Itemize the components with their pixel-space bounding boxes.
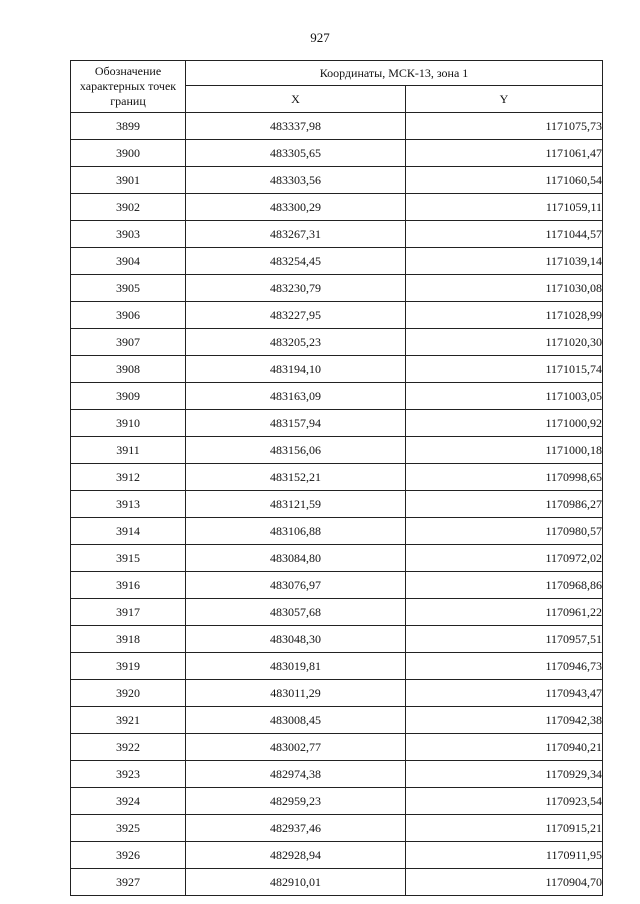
table-row xyxy=(71,734,603,761)
x-cell: 483205,23 xyxy=(186,329,406,356)
y-cell: 1171075,73 xyxy=(406,113,603,140)
point-cell: 3904 xyxy=(71,248,186,275)
y-cell: 1171039,14 xyxy=(406,248,603,275)
table-row xyxy=(71,383,603,410)
point-cell: 3910 xyxy=(71,410,186,437)
y-cell: 1170942,38 xyxy=(406,707,603,734)
table-row xyxy=(71,356,603,383)
y-cell: 1170957,51 xyxy=(406,626,603,653)
point-cell: 3914 xyxy=(71,518,186,545)
x-cell: 483008,45 xyxy=(186,707,406,734)
point-cell: 3921 xyxy=(71,707,186,734)
table-row xyxy=(71,329,603,356)
x-cell: 482974,38 xyxy=(186,761,406,788)
point-cell: 3926 xyxy=(71,842,186,869)
point-cell: 3905 xyxy=(71,275,186,302)
x-cell: 483157,94 xyxy=(186,410,406,437)
point-cell: 3923 xyxy=(71,761,186,788)
y-cell: 1170904,70 xyxy=(406,869,603,896)
x-cell: 483300,29 xyxy=(186,194,406,221)
y-cell: 1170986,27 xyxy=(406,491,603,518)
y-cell: 1171061,47 xyxy=(406,140,603,167)
y-cell: 1170929,34 xyxy=(406,761,603,788)
y-cell: 1170940,21 xyxy=(406,734,603,761)
point-cell: 3911 xyxy=(71,437,186,464)
x-cell: 483084,80 xyxy=(186,545,406,572)
x-cell: 483163,09 xyxy=(186,383,406,410)
y-cell: 1171020,30 xyxy=(406,329,603,356)
point-cell: 3912 xyxy=(71,464,186,491)
table-body xyxy=(71,113,603,896)
x-cell: 483254,45 xyxy=(186,248,406,275)
table-row xyxy=(71,815,603,842)
point-cell: 3899 xyxy=(71,113,186,140)
table-row xyxy=(71,140,603,167)
point-cell: 3913 xyxy=(71,491,186,518)
x-cell: 483267,31 xyxy=(186,221,406,248)
page-number: 927 xyxy=(310,30,330,45)
y-cell: 1170980,57 xyxy=(406,518,603,545)
x-cell: 483152,21 xyxy=(186,464,406,491)
point-cell: 3918 xyxy=(71,626,186,653)
table-row xyxy=(71,707,603,734)
table-row xyxy=(71,761,603,788)
table-row xyxy=(71,599,603,626)
point-cell: 3915 xyxy=(71,545,186,572)
header-x: X xyxy=(186,86,406,113)
y-cell: 1170911,95 xyxy=(406,842,603,869)
point-cell: 3916 xyxy=(71,572,186,599)
table-row xyxy=(71,626,603,653)
point-cell: 3924 xyxy=(71,788,186,815)
table-row xyxy=(71,491,603,518)
point-cell: 3903 xyxy=(71,221,186,248)
table-row xyxy=(71,248,603,275)
table-row xyxy=(71,518,603,545)
point-cell: 3925 xyxy=(71,815,186,842)
table-row xyxy=(71,464,603,491)
point-cell: 3908 xyxy=(71,356,186,383)
y-cell: 1171028,99 xyxy=(406,302,603,329)
x-cell: 483305,65 xyxy=(186,140,406,167)
table-row xyxy=(71,653,603,680)
x-cell: 482910,01 xyxy=(186,869,406,896)
y-cell: 1170943,47 xyxy=(406,680,603,707)
x-cell: 482959,23 xyxy=(186,788,406,815)
y-cell: 1170946,73 xyxy=(406,653,603,680)
header-y: Y xyxy=(406,86,603,113)
header-point-designation: Обозначение характерных точек границ xyxy=(71,61,186,113)
point-cell: 3917 xyxy=(71,599,186,626)
table-row xyxy=(71,572,603,599)
point-cell: 3900 xyxy=(71,140,186,167)
x-cell: 483121,59 xyxy=(186,491,406,518)
table-row xyxy=(71,869,603,896)
y-cell: 1171060,54 xyxy=(406,167,603,194)
y-cell: 1171015,74 xyxy=(406,356,603,383)
x-cell: 482937,46 xyxy=(186,815,406,842)
table-row xyxy=(71,113,603,140)
x-cell: 483106,88 xyxy=(186,518,406,545)
point-cell: 3907 xyxy=(71,329,186,356)
point-cell: 3902 xyxy=(71,194,186,221)
y-cell: 1171003,05 xyxy=(406,383,603,410)
x-cell: 483194,10 xyxy=(186,356,406,383)
x-cell: 483337,98 xyxy=(186,113,406,140)
x-cell: 483011,29 xyxy=(186,680,406,707)
point-cell: 3906 xyxy=(71,302,186,329)
point-cell: 3919 xyxy=(71,653,186,680)
table-row xyxy=(71,842,603,869)
header-coordinates-group: Координаты, МСК-13, зона 1 xyxy=(186,61,603,86)
x-cell: 483230,79 xyxy=(186,275,406,302)
y-cell: 1170998,65 xyxy=(406,464,603,491)
table-row xyxy=(71,545,603,572)
y-cell: 1170968,86 xyxy=(406,572,603,599)
table-row xyxy=(71,680,603,707)
point-cell: 3920 xyxy=(71,680,186,707)
table-row xyxy=(71,275,603,302)
y-cell: 1170923,54 xyxy=(406,788,603,815)
x-cell: 483076,97 xyxy=(186,572,406,599)
x-cell: 483057,68 xyxy=(186,599,406,626)
table-row xyxy=(71,221,603,248)
y-cell: 1171059,11 xyxy=(406,194,603,221)
y-cell: 1171000,92 xyxy=(406,410,603,437)
y-cell: 1170972,02 xyxy=(406,545,603,572)
y-cell: 1171044,57 xyxy=(406,221,603,248)
x-cell: 483227,95 xyxy=(186,302,406,329)
coordinates-table xyxy=(70,60,603,896)
point-cell: 3901 xyxy=(71,167,186,194)
table-row xyxy=(71,194,603,221)
y-cell: 1170961,22 xyxy=(406,599,603,626)
point-cell: 3909 xyxy=(71,383,186,410)
x-cell: 483156,06 xyxy=(186,437,406,464)
x-cell: 483019,81 xyxy=(186,653,406,680)
table-row xyxy=(71,410,603,437)
y-cell: 1170915,21 xyxy=(406,815,603,842)
x-cell: 483002,77 xyxy=(186,734,406,761)
point-cell: 3922 xyxy=(71,734,186,761)
x-cell: 483048,30 xyxy=(186,626,406,653)
x-cell: 482928,94 xyxy=(186,842,406,869)
table-row xyxy=(71,788,603,815)
y-cell: 1171000,18 xyxy=(406,437,603,464)
table-row xyxy=(71,437,603,464)
x-cell: 483303,56 xyxy=(186,167,406,194)
table-row xyxy=(71,302,603,329)
y-cell: 1171030,08 xyxy=(406,275,603,302)
point-cell: 3927 xyxy=(71,869,186,896)
table-row xyxy=(71,167,603,194)
